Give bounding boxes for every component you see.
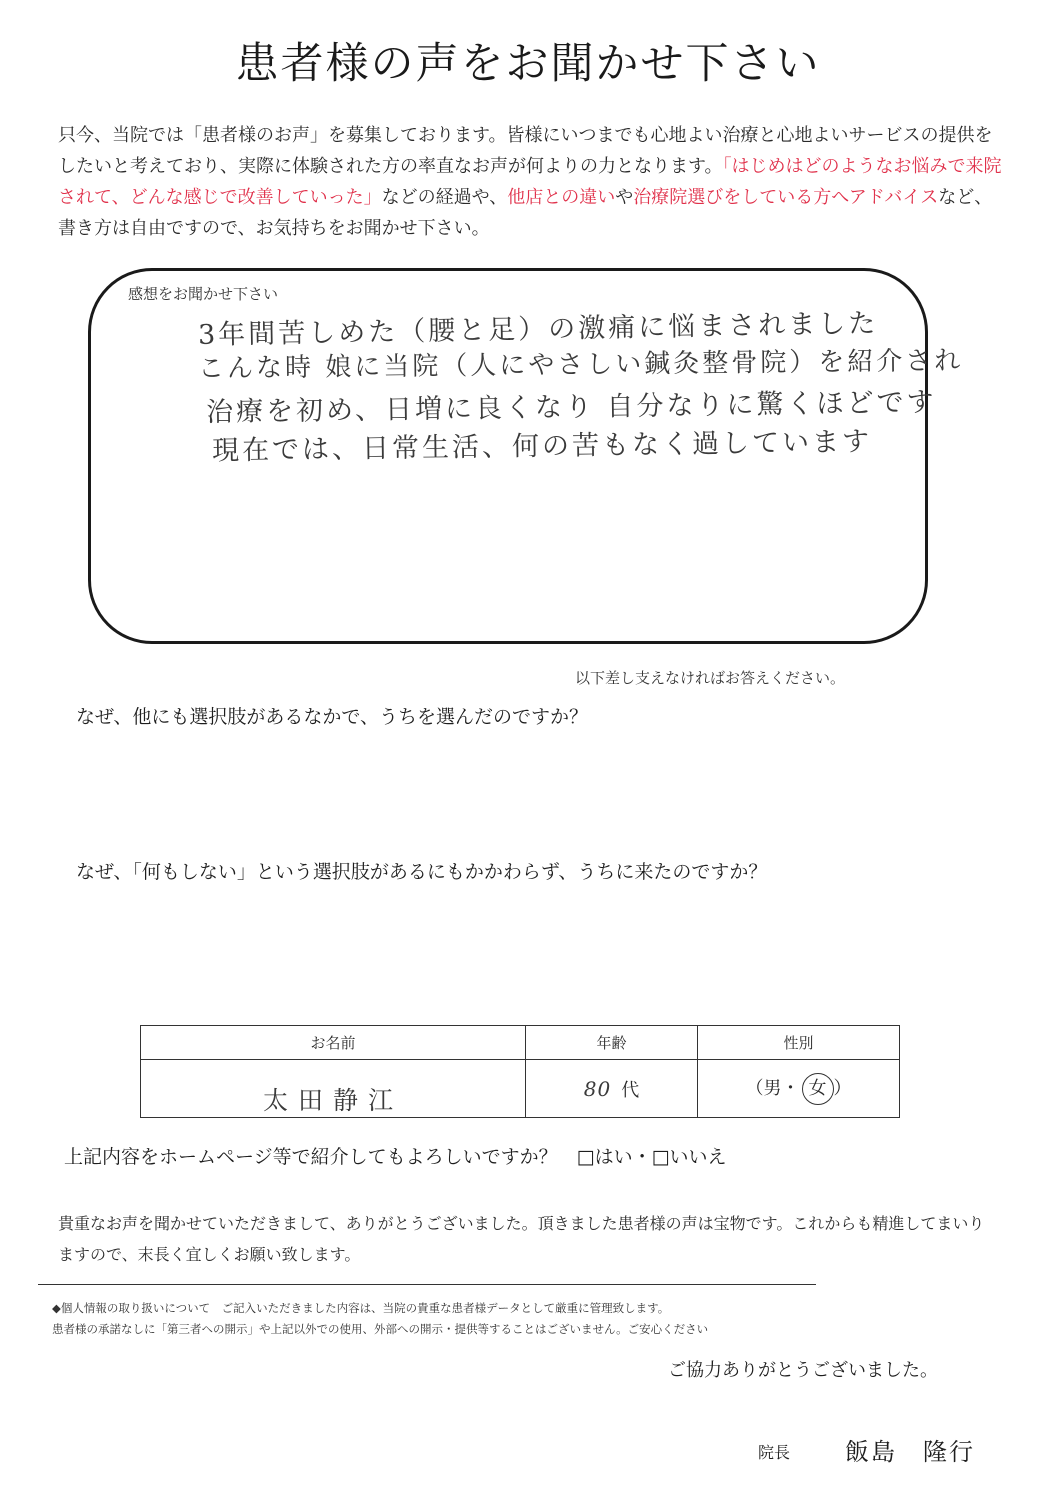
signature-role: 院長: [758, 1443, 791, 1462]
gender-header: 性別: [698, 1026, 900, 1060]
intro-text-3: や: [615, 187, 634, 208]
intro-text-4: など、書き方は自由ですので、お気持ちをお聞かせ下さい。: [58, 187, 993, 239]
intro-highlight-2: 他店との違い: [507, 187, 616, 208]
name-value: 太田静江: [262, 1085, 403, 1115]
divider: [38, 1284, 816, 1285]
privacy-notice: [52, 1298, 902, 1340]
handwritten-line: 3年間苦しめた（腰と足）の激痛に悩まされました: [197, 308, 879, 351]
age-unit: 代: [621, 1079, 640, 1101]
intro-paragraph: [58, 120, 1008, 244]
gender-value-cell: [698, 1060, 900, 1118]
gender-open-paren: （: [745, 1077, 764, 1099]
age-value-cell: [526, 1060, 698, 1118]
consent-no-checkbox[interactable]: □いいえ: [651, 1146, 727, 1168]
consent-separator: ・: [632, 1146, 652, 1168]
privacy-line-2: 患者様の承諾なしに「第三者への開示」や上記以外での使用、外部への開示・提供等することはございません。ご安心ください: [52, 1322, 709, 1336]
impressions-label: 感想をお聞かせ下さい: [128, 285, 279, 303]
intro-highlight-1: 「はじめはどのようなお悩みで来院されて、どんな感じで改善していった」: [58, 156, 1002, 208]
gender-female-circled: 女: [802, 1073, 834, 1105]
gender-separator: ・: [781, 1077, 800, 1099]
closing-thanks: ご協力ありがとうございました。: [668, 1360, 938, 1381]
intro-text-1: 只今、当院では「患者様のお声」を募集しております。皆様にいつまでも心地よい治療と心地よいサービスの提供をしたいと考えており、実際に体験された方の率直なお声が何よりの力となります。: [58, 125, 993, 177]
name-header: お名前: [141, 1026, 526, 1060]
gender-male: 男: [763, 1077, 782, 1099]
intro-text-2: などの経過や、: [381, 187, 508, 208]
gender-close-paren: ）: [833, 1077, 852, 1099]
question-2: なぜ、「何もしない」という選択肢があるにもかかわらず、うちに来たのですか？: [76, 861, 768, 883]
handwritten-line: 現在では、日常生活、何の苦もなく過しています: [211, 426, 873, 467]
consent-question: 上記内容をホームページ等で紹介してもよろしいですか？: [64, 1146, 558, 1168]
age-value: 80: [583, 1076, 612, 1101]
patient-info-table: [140, 1025, 900, 1118]
signature-name: 飯島 隆行: [845, 1438, 975, 1466]
privacy-line-1: ◆個人情報の取り扱いについて ご記入いただきました内容は、当院の貴重な患者様データとして厳重に管理致します。: [52, 1301, 670, 1315]
intro-highlight-3: 治療院選びをしている方へアドバイス: [633, 187, 939, 208]
consent-yes-checkbox[interactable]: □はい: [576, 1146, 633, 1168]
optional-note: 以下差し支えなければお答えください。: [575, 669, 846, 687]
consent-line: [64, 1142, 727, 1169]
handwritten-line: 治療を初め、日増に良くなり 自分なりに驚くほどです: [205, 386, 937, 429]
handwritten-line: こんな時 娘に当院（人にやさしい鍼灸整骨院）を紹介され: [197, 345, 964, 385]
name-value-cell: [141, 1060, 526, 1118]
page-title: 患者様の声をお聞かせ下さい: [235, 39, 821, 89]
age-header: 年齢: [526, 1026, 698, 1060]
question-1: なぜ、他にも選択肢があるなかで、うちを選んだのですか？: [76, 706, 589, 728]
thanks-paragraph: 貴重なお声を聞かせていただきまして、ありがとうございました。頂きました患者様の声は宝物です。これからも精進してまいりますので、末長く宜しくお願い致します。: [58, 1214, 985, 1264]
